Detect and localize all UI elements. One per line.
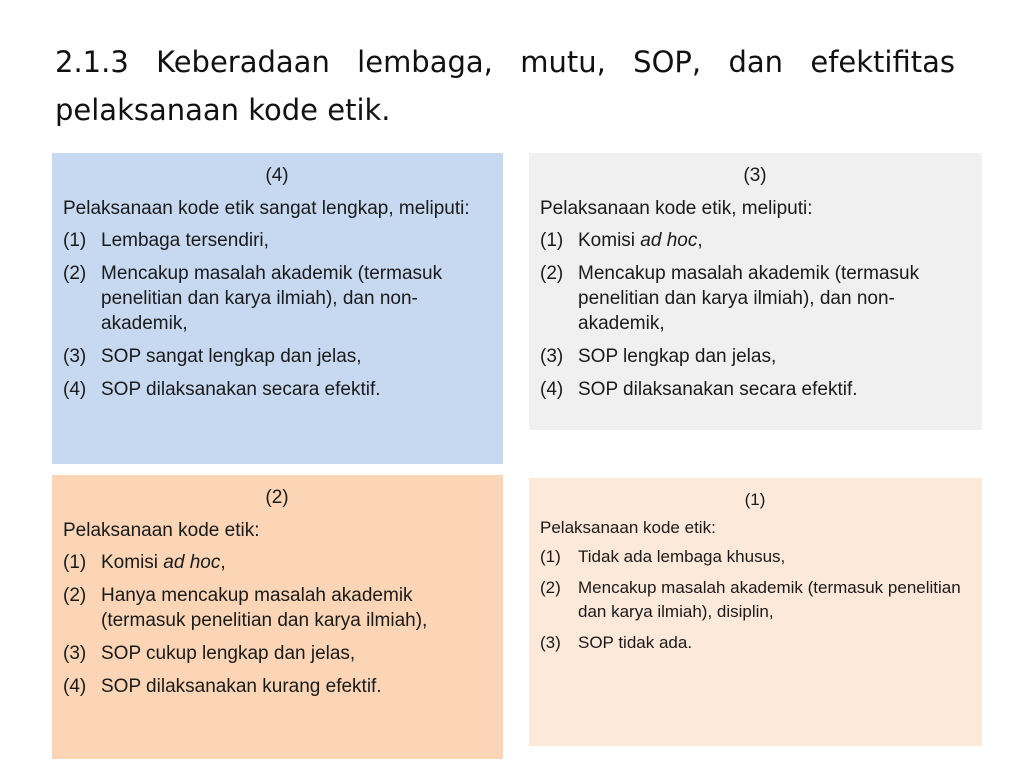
score-label: (2) xyxy=(265,487,289,508)
list-item xyxy=(63,344,491,369)
item-text: Hanya mencakup masalah akademik (termasuk penelitian dan karya ilmiah), xyxy=(101,585,428,631)
item-number: (3) xyxy=(63,643,87,664)
item-number: (1) xyxy=(540,230,564,251)
item-text: SOP sangat lengkap dan jelas, xyxy=(101,346,362,367)
item-text: Komisi ad hoc, xyxy=(578,230,703,251)
item-number: (2) xyxy=(63,263,87,284)
list-item xyxy=(63,377,491,402)
criteria-list xyxy=(63,550,491,699)
criteria-list xyxy=(540,228,970,402)
criteria-box-level-1 xyxy=(529,478,982,746)
item-text: Komisi ad hoc, xyxy=(101,552,226,573)
item-text: SOP tidak ada. xyxy=(578,633,693,652)
slide-title: 2.1.3 Keberadaan lembaga, mutu, SOP, dan efektifitas pelaksanaan kode etik. xyxy=(55,45,955,127)
criteria-list xyxy=(63,228,491,402)
list-item xyxy=(63,228,491,253)
item-number: (3) xyxy=(540,346,564,367)
item-number: (4) xyxy=(540,379,564,400)
item-text: SOP dilaksanakan secara efektif. xyxy=(101,379,381,400)
criteria-lead: Pelaksanaan kode etik sangat lengkap, meliputi: xyxy=(63,198,470,219)
criteria-box-level-4 xyxy=(52,153,503,464)
list-item xyxy=(540,261,970,336)
list-item xyxy=(540,344,970,369)
list-item xyxy=(63,261,491,336)
score-label: (3) xyxy=(743,165,767,186)
criteria-list xyxy=(540,545,970,655)
item-number: (2) xyxy=(63,585,87,606)
list-item xyxy=(63,641,491,666)
item-number: (2) xyxy=(540,578,561,597)
list-item xyxy=(540,631,970,655)
list-item xyxy=(540,545,970,569)
item-text: SOP cukup lengkap dan jelas, xyxy=(101,643,356,664)
list-item xyxy=(540,576,970,624)
score-label: (4) xyxy=(265,165,289,186)
item-number: (1) xyxy=(63,552,87,573)
item-text: Mencakup masalah akademik (termasuk penelitian dan karya ilmiah), disiplin, xyxy=(578,578,961,621)
item-text: Lembaga tersendiri, xyxy=(101,230,269,251)
score-label: (1) xyxy=(744,490,766,509)
item-number: (3) xyxy=(540,633,561,652)
list-item xyxy=(540,228,970,253)
list-item xyxy=(63,583,491,633)
criteria-lead: Pelaksanaan kode etik: xyxy=(63,520,260,541)
list-item xyxy=(63,550,491,575)
item-text: Mencakup masalah akademik (termasuk penelitian dan karya ilmiah), dan non-akademik, xyxy=(101,263,443,334)
item-number: (1) xyxy=(63,230,87,251)
item-text: SOP lengkap dan jelas, xyxy=(578,346,777,367)
item-text: SOP dilaksanakan secara efektif. xyxy=(578,379,858,400)
item-number: (3) xyxy=(63,346,87,367)
item-text: SOP dilaksanakan kurang efektif. xyxy=(101,676,382,697)
item-number: (2) xyxy=(540,263,564,284)
item-text: Mencakup masalah akademik (termasuk penelitian dan karya ilmiah), dan non-akademik, xyxy=(578,263,920,334)
item-text: Tidak ada lembaga khusus, xyxy=(578,547,786,566)
criteria-box-level-3 xyxy=(529,153,982,430)
item-number: (1) xyxy=(540,547,561,566)
criteria-lead: Pelaksanaan kode etik: xyxy=(540,518,716,537)
item-number: (4) xyxy=(63,379,87,400)
criteria-lead: Pelaksanaan kode etik, meliputi: xyxy=(540,198,813,219)
list-item xyxy=(540,377,970,402)
list-item xyxy=(63,674,491,699)
criteria-box-level-2 xyxy=(52,475,503,759)
item-number: (4) xyxy=(63,676,87,697)
